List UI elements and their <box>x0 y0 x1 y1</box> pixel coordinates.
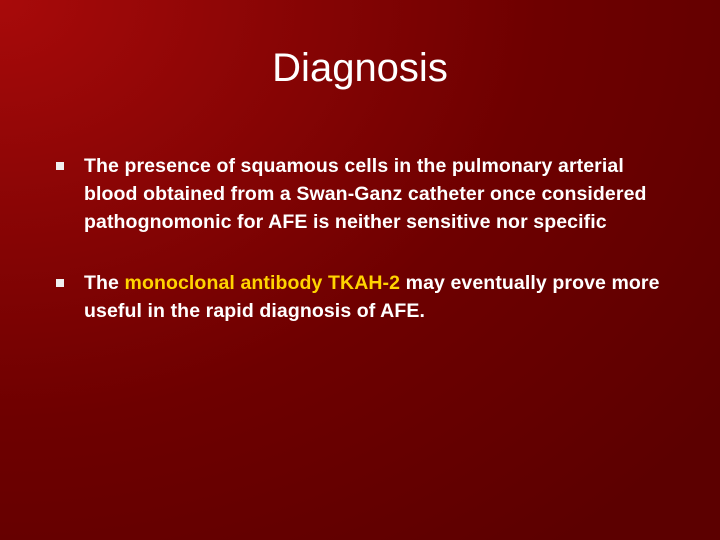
bullet-text: The presence of squamous cells in the pulmonary arterial blood obtained from a Swan-Ganz catheter once considered pathognomonic for AFE is neither sensitive nor specific <box>84 155 647 233</box>
square-bullet-icon <box>56 279 64 287</box>
bullet-text-before: The <box>84 272 125 294</box>
slide-title: Diagnosis <box>272 46 448 90</box>
bullet-text-after: may eventually prove more useful in the rapid diagnosis of AFE. <box>84 272 660 322</box>
bullet-item <box>56 152 676 236</box>
square-bullet-icon <box>56 162 64 170</box>
bullet-item <box>56 269 676 325</box>
bullet-list <box>56 152 676 325</box>
highlighted-term: monoclonal antibody TKAH-2 <box>124 272 401 294</box>
